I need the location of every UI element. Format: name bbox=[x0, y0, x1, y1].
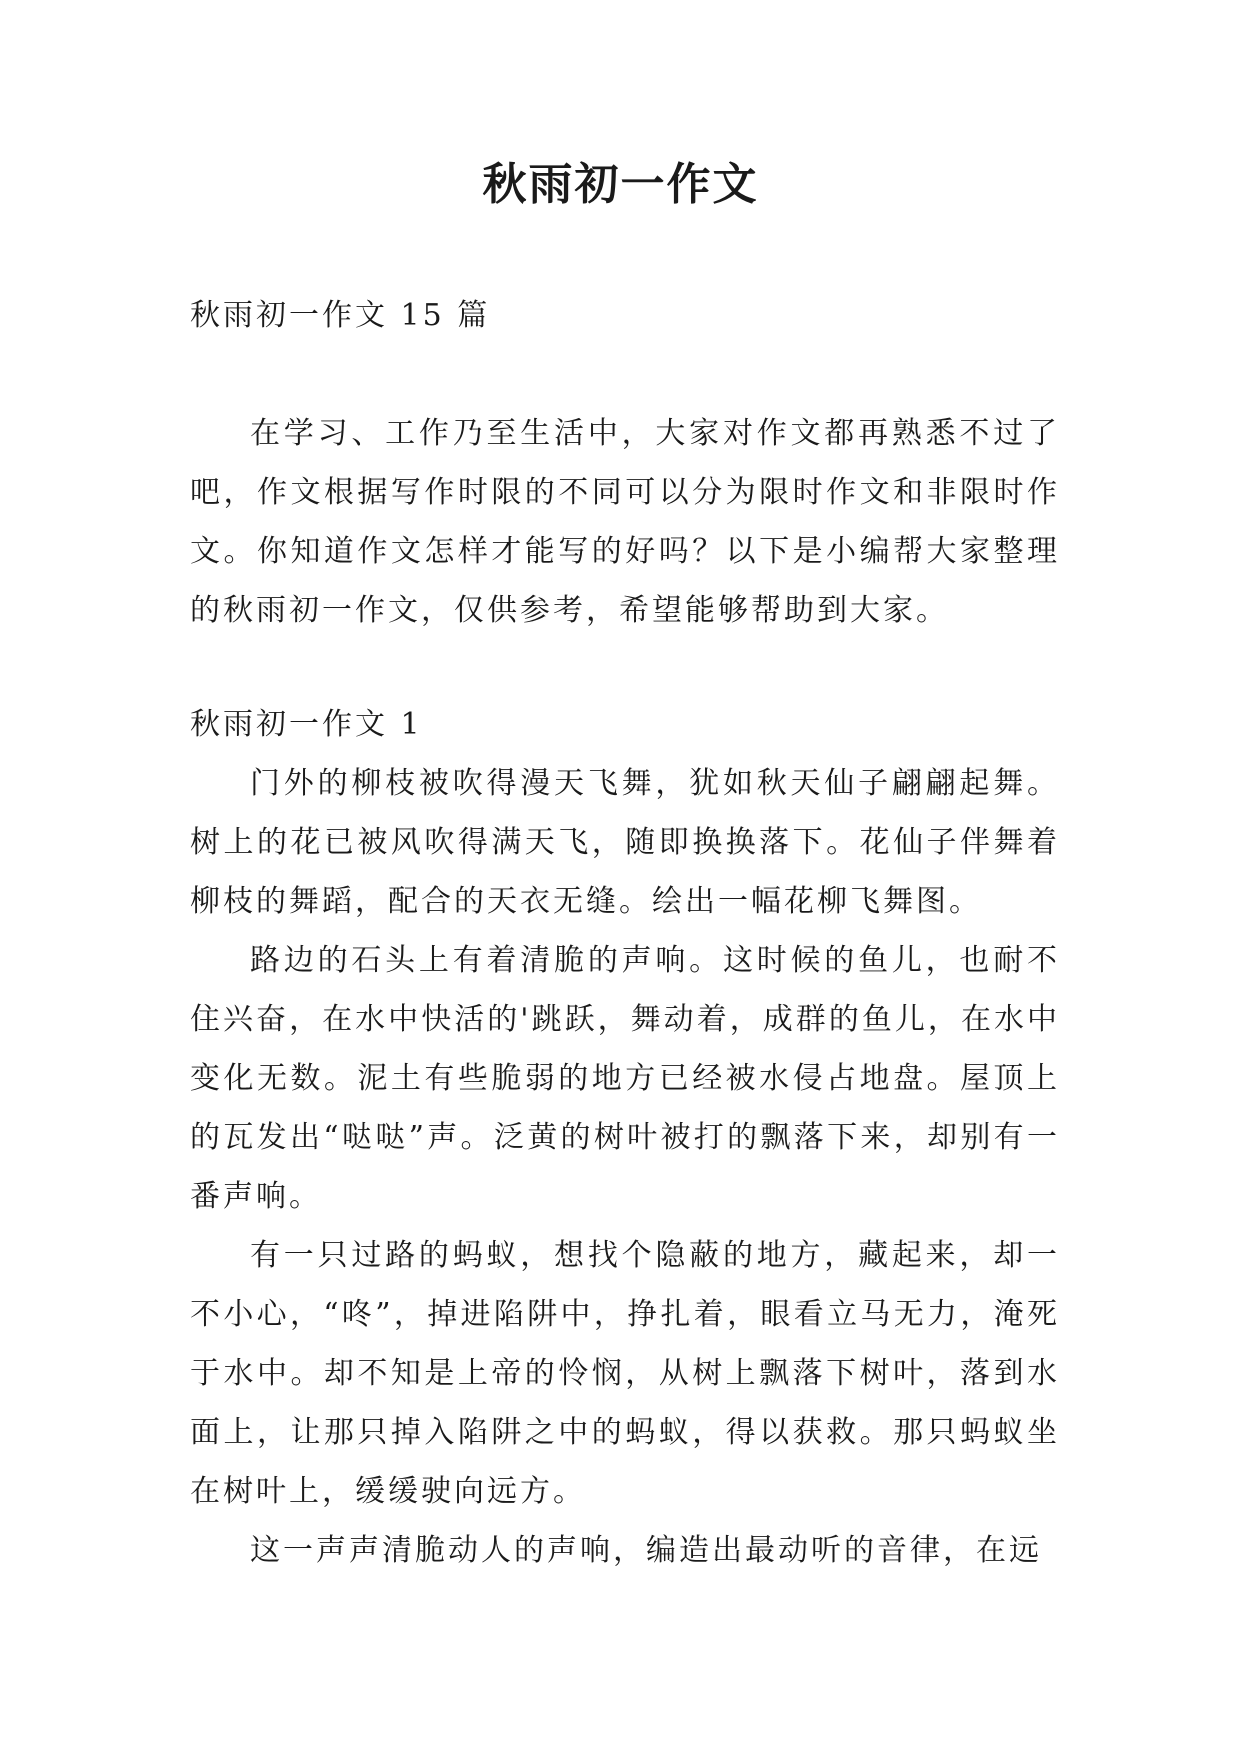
body-paragraph: 路边的石头上有着清脆的声响。这时候的鱼儿，也耐不住兴奋，在水中快活的'跳跃，舞动着，成群的鱼儿，在水中变化无数。泥土有些脆弱的地方已经被水侵占地盘。屋顶上的瓦发出“哒哒”声。泛黄的树叶被打的飘落下来，却别有一番声响。 bbox=[190, 943, 1060, 1214]
section-heading: 秋雨初一作文 1 bbox=[190, 707, 423, 742]
spacer bbox=[190, 345, 1060, 404]
spacer bbox=[190, 640, 1060, 695]
body-paragraph: 有一只过路的蚂蚁，想找个隐蔽的地方，藏起来，却一不小心，“咚”，掉进陷阱中，挣扎着，眼看立马无力，淹死于水中。却不知是上帝的怜悯，从树上飘落下树叶，落到水面上，让那只掉入陷阱之中的蚂蚁，得以获救。那只蚂蚁坐在树叶上，缓缓驶向远方。 bbox=[190, 1238, 1060, 1509]
body-paragraph: 这一声声清脆动人的声响，编造出最动听的音律，在远 bbox=[250, 1533, 1042, 1568]
document-subtitle: 秋雨初一作文 15 篇 bbox=[190, 298, 491, 333]
page-title: 秋雨初一作文 bbox=[482, 159, 759, 210]
document-body bbox=[190, 286, 1060, 1580]
intro-paragraph: 在学习、工作乃至生活中，大家对作文都再熟悉不过了吧，作文根据写作时限的不同可以分为限时作文和非限时作文。你知道作文怎样才能写的好吗？以下是小编帮大家整理的秋雨初一作文，仅供参考，希望能够帮助到大家。 bbox=[190, 416, 1060, 628]
body-paragraph: 门外的柳枝被吹得漫天飞舞，犹如秋天仙子翩翩起舞。树上的花已被风吹得满天飞，随即换换落下。花仙子伴舞着柳枝的舞蹈，配合的天衣无缝。绘出一幅花柳飞舞图。 bbox=[190, 766, 1060, 919]
